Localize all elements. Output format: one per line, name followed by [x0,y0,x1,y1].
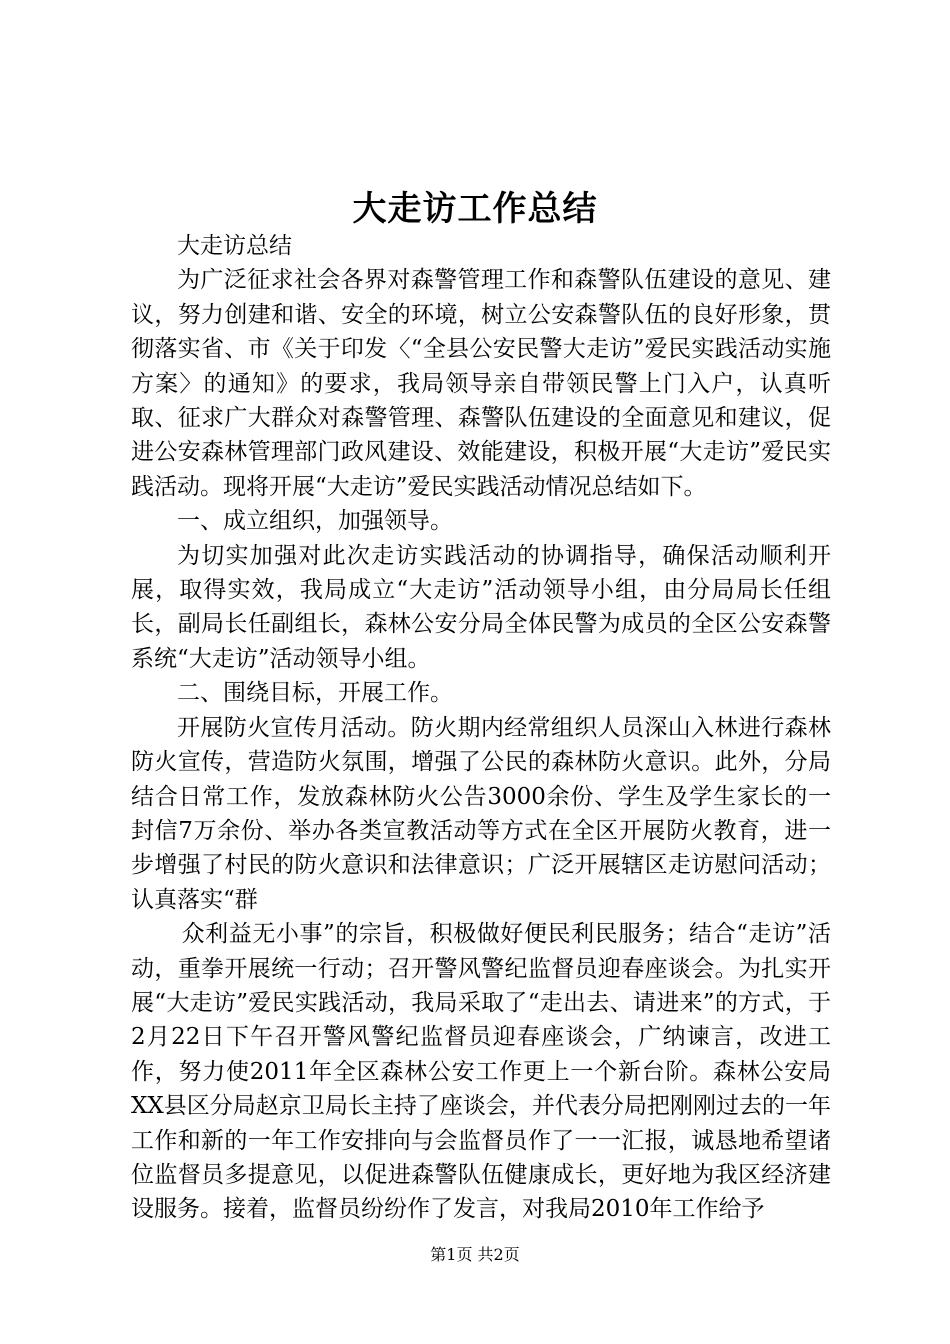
body-paragraph: 为切实加强对此次走访实践活动的协调指导，确保活动顺利开展，取得实效，我局成立“大走访”活动领导小组，由分局局长任组长，副局长任副组长，森林公安分局全体民警为成员的全区公安森警系统“大走访”活动领导小组。 [131,542,831,672]
section-heading: 二、围绕目标，开展工作。 [177,680,453,707]
body-paragraph: 为广泛征求社会各界对森警管理工作和森警队伍建设的意见、建议，努力创建和谐、安全的环境，树立公安森警队伍的良好形象，贯彻落实省、市《关于印发〈“全县公安民警大走访”爱民实践活动实施方案〉的通知》的要求，我局领导亲自带领民警上门入户，认真听取、征求广大群众对森警管理、森警队伍建设的全面意见和建议，促进公安森林管理部门政风建设、效能建设，积极开展“大走访”爱民实践活动。现将开展“大走访”爱民实践活动情况总结如下。 [131,267,831,500]
body-paragraph: 众利益无小事”的宗旨，积极做好便民利民服务；结合“走访”活动，重拳开展统一行动；召开警风警纪监督员迎春座谈会。为扎实开展“大走访”爱民实践活动，我局采取了“走出去、请进来”的方式，于2月22日下午召开警风警纪监督员迎春座谈会，广纳谏言，改进工作，努力使2011年全区森林公安工作更上一个新台阶。森林公安局XX县区分局赵京卫局长主持了座谈会，并代表分局把刚刚过去的一年工作和新的一年工作安排向与会监督员作了一一汇报，诚恳地希望诸位监督员多提意见，以促进森警队伍健康成长，更好地为我区经济建设服务。接着，监督员纷纷作了发言，对我局2010年工作给予 [131,921,831,1223]
document-title: 大走访工作总结 [352,189,598,229]
body-paragraph: 大走访总结 [177,233,292,259]
page-number-footer: 第1页 共2页 [430,1245,520,1264]
document-body [131,229,831,1227]
body-paragraph: 开展防火宣传月活动。防火期内经常组织人员深山入林进行森林防火宣传，营造防火氛围，增强了公民的森林防火意识。此外，分局结合日常工作，发放森林防火公告3000余份、学生及学生家长的一封信7万余份、举办各类宣教活动等方式在全区开展防火教育，进一步增强了村民的防火意识和法律意识；广泛开展辖区走访慰问活动；认真落实“群 [131,714,831,913]
section-heading: 一、成立组织，加强领导。 [177,508,453,535]
